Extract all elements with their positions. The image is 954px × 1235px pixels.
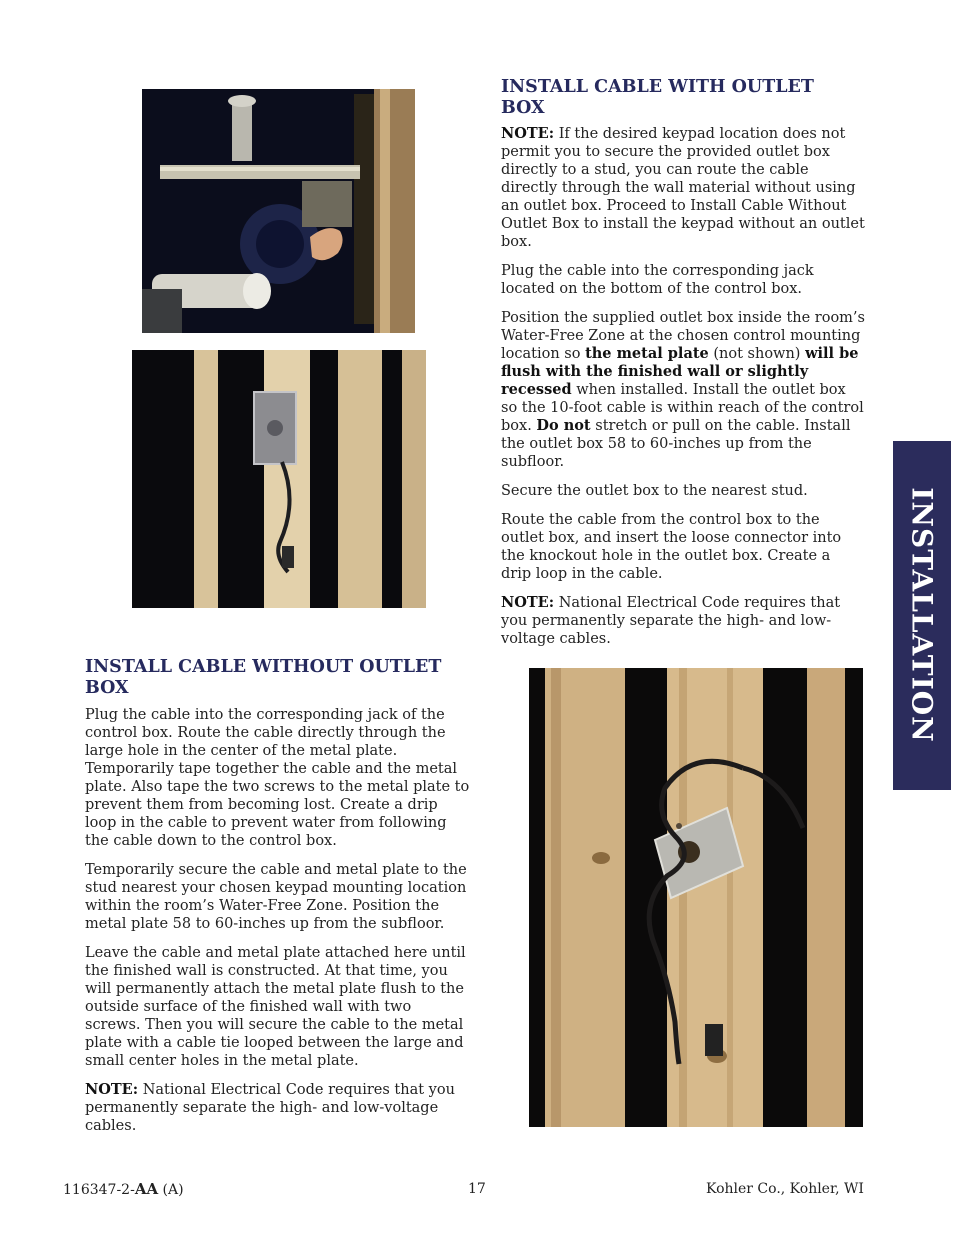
note-label: NOTE: — [85, 1081, 139, 1098]
outlet-box-photo — [132, 350, 426, 608]
control-box-photo — [142, 89, 415, 333]
paragraph: Plug the cable into the corresponding jack located on the bottom of the control box. — [501, 263, 814, 297]
section-heading-with-outlet-box: INSTALL CABLE WITH OUTLET BOX — [501, 77, 814, 118]
paragraph: Plug the cable into the corresponding jack of the control box. Route the cable directly through the large hole in the center of the metal plate. Temporarily tape together the cable and the metal plate. Also tape the two screws to the metal plate to prevent them from becoming lost. Create a drip loop in the cable to prevent water from following the cable down to the control box. — [85, 707, 470, 849]
note-label: NOTE: — [501, 594, 555, 611]
paragraph: Leave the cable and metal plate attached here until the finished wall is constructed. At that time, you will permanently attach the metal plate flush to the outside surface of the finished wall with two screws. Then you will secure the cable to the metal plate with a cable tie looped between the large and small center holes in the metal plate. — [85, 945, 466, 1069]
note-paragraph — [501, 125, 865, 251]
paragraph: Secure the outlet box to the nearest stud. — [501, 483, 808, 499]
note-label: NOTE: — [501, 125, 555, 142]
footer-company: Kohler Co., Kohler, WI — [706, 1181, 864, 1197]
note-paragraph — [85, 1081, 471, 1135]
footer-doc-number: 116347-2-AA (A) — [63, 1180, 184, 1198]
with-outlet-box-body — [501, 125, 865, 659]
paragraph: Route the cable from the control box to the outlet box, and insert the loose connector into the knockout hole in the outlet box. Create a drip loop in the cable. — [501, 512, 842, 582]
metal-plate-cable-photo — [529, 668, 863, 1127]
section-heading-without-outlet-box: INSTALL CABLE WITHOUT OUTLET BOX — [85, 657, 442, 698]
note-text: If the desired keypad location does not permit you to secure the provided outlet box directly to a stud, you can route the cable directly through the wall material without using an outlet box. Proceed to Install Cable Without Outlet Box to install the keypad without an outlet box. — [501, 126, 865, 250]
note-text: National Electrical Code requires that you permanently separate the high- and low-voltage cables. — [501, 595, 841, 647]
note-text: National Electrical Code requires that you permanently separate the high- and low-voltage cables. — [85, 1082, 455, 1134]
side-tab-label: INSTALLATION — [905, 487, 939, 743]
section-side-tab — [893, 441, 951, 790]
paragraph: Temporarily secure the cable and metal plate to the stud nearest your chosen keypad mounting location within the room’s Water-Free Zone. Position the metal plate 58 to 60-inches up from the subfloor. — [85, 862, 467, 932]
paragraph-position-outlet-box: Position the supplied outlet box inside the room’s Water-Free Zone at the chosen control mounting location so the metal plate (not shown) will be flush with the finished wall or slightly recessed when installed. Install the outlet box so the 10-foot cable is within reach of the control box. Do not stretch or pull on the cable. Install the outlet box 58 to 60-inches up from the subfloor. — [501, 310, 865, 470]
page-number: 17 — [468, 1181, 486, 1197]
note-paragraph — [501, 594, 865, 648]
without-outlet-box-body — [85, 706, 471, 1146]
